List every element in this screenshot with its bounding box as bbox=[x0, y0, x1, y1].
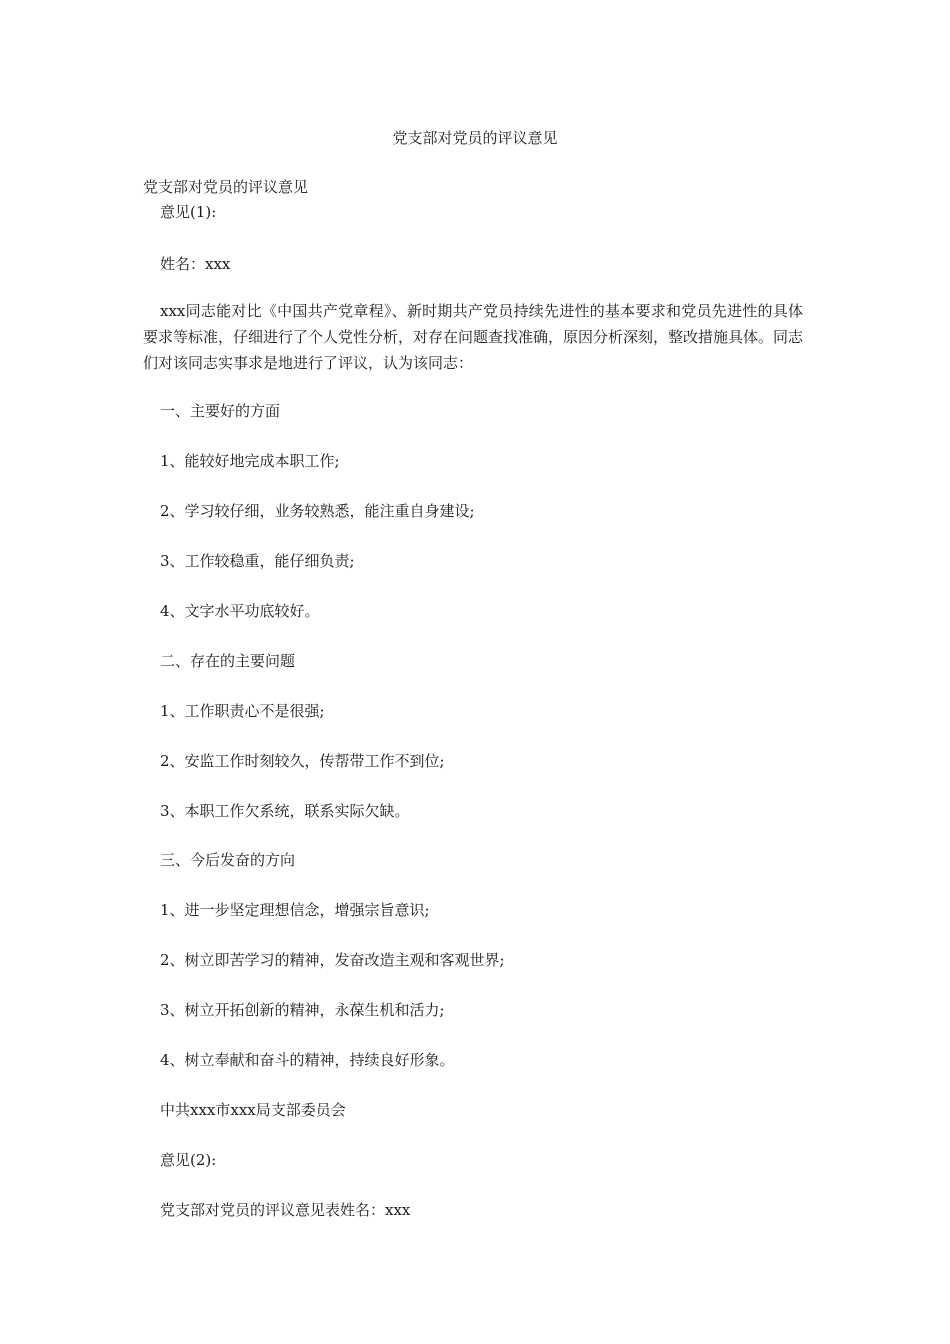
section-2-item: 3、本职工作欠系统，联系实际欠缺。 bbox=[160, 802, 410, 820]
section-1-item: 2、学习较仔细，业务较熟悉，能注重自身建设; bbox=[160, 502, 475, 520]
form-name-line: 党支部对党员的评议意见表姓名：xxx bbox=[160, 1201, 411, 1219]
opinion-1-label: 意见(1): bbox=[160, 203, 217, 221]
subtitle: 党支部对党员的评议意见 bbox=[143, 178, 309, 196]
section-1-item: 1、能较好地完成本职工作; bbox=[160, 452, 340, 470]
section-3-item: 1、进一步坚定理想信念，增强宗旨意识; bbox=[160, 901, 430, 919]
signature: 中共xxx市xxx局支部委员会 bbox=[160, 1101, 346, 1119]
opinion-2-label: 意见(2): bbox=[160, 1151, 217, 1169]
section-1-item: 3、工作较稳重，能仔细负责; bbox=[160, 552, 355, 570]
document-title: 党支部对党员的评议意见 bbox=[392, 129, 558, 147]
section-3-heading: 三、今后发奋的方向 bbox=[160, 851, 296, 869]
section-2-item: 1、工作职责心不是很强; bbox=[160, 702, 325, 720]
section-1-item: 4、文字水平功底较好。 bbox=[160, 602, 320, 620]
name-line: 姓名：xxx bbox=[160, 255, 231, 273]
section-2-heading: 二、存在的主要问题 bbox=[160, 652, 296, 670]
section-3-item: 3、树立开拓创新的精神，永葆生机和活力; bbox=[160, 1001, 445, 1019]
intro-paragraph: xxx同志能对比《中国共产党章程》、新时期共产党员持续先进性的基本要求和党员先进性的具体要求等标准，仔细进行了个人党性分析，对存在问题查找准确，原因分析深刻，整改措施具体。同志们对该同志实事求是地进行了评议，认为该同志： bbox=[143, 302, 804, 372]
section-1-heading: 一、主要好的方面 bbox=[160, 402, 281, 420]
section-3-item: 4、树立奉献和奋斗的精神，持续良好形象。 bbox=[160, 1051, 455, 1069]
section-3-item: 2、树立即苦学习的精神，发奋改造主观和客观世界; bbox=[160, 951, 505, 969]
section-2-item: 2、安监工作时刻较久，传帮带工作不到位; bbox=[160, 752, 445, 770]
